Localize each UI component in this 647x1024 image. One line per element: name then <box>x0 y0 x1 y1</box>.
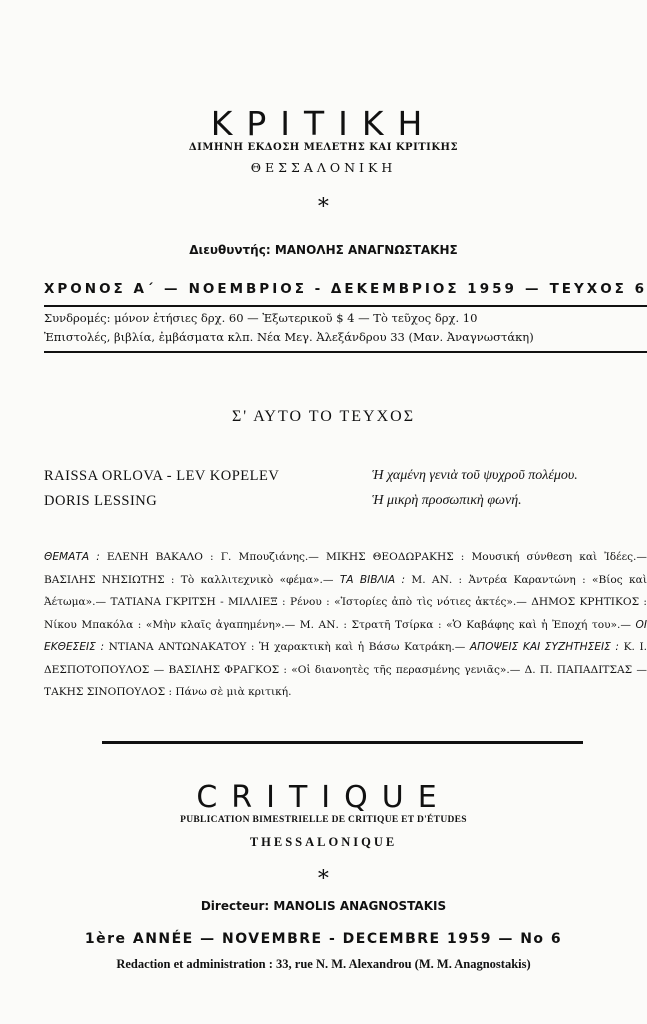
french-star-ornament: ∗ <box>316 862 331 887</box>
french-director-name: MANOLIS ANAGNOSTAKIS <box>273 899 447 913</box>
greek-year: ΧΡΟΝΟΣ Α΄ <box>44 281 156 297</box>
french-issue-line: 1ère ANNÉE — NOVEMBRE - DECEMBRE 1959 — No 6 <box>84 931 563 947</box>
section-label-exhibitions: ΟΙ ΕΚΘΕΣΕΙΣ : <box>44 618 647 653</box>
french-director-line <box>0 899 647 913</box>
greek-issue-line <box>44 281 647 297</box>
in-this-issue-heading: Σ' ΑΥΤΟ ΤΟ ΤΕΥΧΟΣ <box>231 408 415 425</box>
section-label-views: ΑΠΟΨΕΙΣ ΚΑΙ ΣΥΖΗΤΗΣΕΙΣ : <box>469 641 619 653</box>
contents-paragraph <box>44 546 647 704</box>
french-city: THESSALONIQUE <box>249 835 398 849</box>
feature-title: Ἡ χαμένη γενιὰ τοῦ ψυχροῦ πολέμου. <box>372 468 578 483</box>
greek-director-label: Διευθυντής: <box>189 243 271 257</box>
contents-themes: ΕΛΕΝΗ ΒΑΚΑΛΟ : Γ. Μπουζιάνης.— ΜΙΚΗΣ ΘΕΟΔΩΡΑΚΗΣ : Μουσική σύνθεση καὶ Ἰδέες.— ΒΑΣΙΛΗΣ ΝΗΣΙΩΤΗΣ : Τὸ καλλιτεχνικὸ «φέμα».— <box>44 551 647 586</box>
greek-star-ornament: ∗ <box>316 190 331 215</box>
greek-director-name: ΜΑΝΟΛΗΣ ΑΝΑΓΝΩΣΤΑΚΗΣ <box>274 243 458 257</box>
french-subtitle: PUBLICATION BIMESTRIELLE DE CRITIQUE ET D'ÉTUDES <box>180 815 467 825</box>
french-address: Redaction et administration : 33, rue N. M. Alexandrou (M. M. Anagnostakis) <box>116 957 531 971</box>
greek-subtitle: ΔΙΜΗΝΗ ΕΚΔΟΣΗ ΜΕΛΕΤΗΣ ΚΑΙ ΚΡΙΤΙΚΗΣ <box>188 142 459 153</box>
section-label-books: ΤΑ ΒΙΒΛΙΑ : <box>339 573 406 586</box>
section-label-themes: ΘΕΜΑΤΑ : <box>44 551 100 563</box>
greek-director-line <box>0 243 647 257</box>
greek-subscriptions: Συνδρομές: μόνον ἐτήσιες δρχ. 60 — Ἐξωτερικοῦ $ 4 — Τὸ τεῦχος δρχ. 10 <box>44 311 478 325</box>
contents-exhibitions: ΝΤΙΑΝΑ ΑΝΤΩΝΑΚΑΤΟΥ : Ἡ χαρακτικὴ καὶ ἡ Βάσω Κατράκη.— <box>104 641 470 653</box>
greek-title: ΚΡΙΤΙΚΗ <box>210 104 437 143</box>
feature-author: DORIS LESSING <box>44 493 158 509</box>
greek-date: ΝΟΕΜΒΡΙΟΣ - ΔΕΚΕΜΒΡΙΟΣ 1959 <box>188 281 517 297</box>
feature-author: RAISSA ORLOVA - LEV KOPELEV <box>44 468 280 484</box>
feature-title: Ἡ μικρὴ προσωπικὴ φωνή. <box>372 493 522 508</box>
greek-correspondence: Ἐπιστολές, βιβλία, ἐμβάσματα κλπ. Νέα Μεγ. Ἀλεξάνδρου 33 (Μαν. Ἀναγνωστάκη) <box>44 330 534 344</box>
greek-dash-2: — <box>524 281 542 297</box>
greek-issue-number: ΤΕΥΧΟΣ 6 <box>549 281 647 297</box>
greek-rule-top <box>44 305 647 307</box>
greek-dash-1: — <box>163 281 181 297</box>
french-title: CRITIQUE <box>196 780 451 815</box>
french-director-label: Directeur: <box>200 899 270 913</box>
greek-city: ΘΕΣΣΑΛΟΝΙΚΗ <box>250 160 397 175</box>
contents-books: Μ. ΑΝ. : Ἀντρέα Καραντώνη : «Βίος καὶ Ἀέτωμα».— ΤΑΤΙΑΝΑ ΓΚΡΙΤΣΗ - ΜΙΛΛΙΕΞ : Ρένου : «Ἱστορίες ἀπὸ τὶς νότιες ἀκτές».— ΔΗΜΟΣ ΚΡΗΤΙΚΟΣ : Νίκου Μπακόλα : «Μὴν κλαῖς ἀγαπημένη».— Μ. ΑΝ. : Στρατῆ Τσίρκα : «Ὁ Καβάφης καὶ ἡ Ἐποχή του».— <box>44 573 647 631</box>
greek-rule-bottom <box>44 351 647 353</box>
section-divider <box>102 741 583 744</box>
contents-views: Κ. Ι. ΔΕΣΠΟΤΟΠΟΥΛΟΣ — ΒΑΣΙΛΗΣ ΦΡΑΓΚΟΣ : «Οἱ διανοητὲς τῆς περασμένης γενιᾶς».— Δ. Π. ΠΑΠΑΔΙΤΣΑΣ — ΤΑΚΗΣ ΣΙΝΟΠΟΥΛΟΣ : Πάνω σὲ μιὰ κριτική. <box>44 641 647 698</box>
